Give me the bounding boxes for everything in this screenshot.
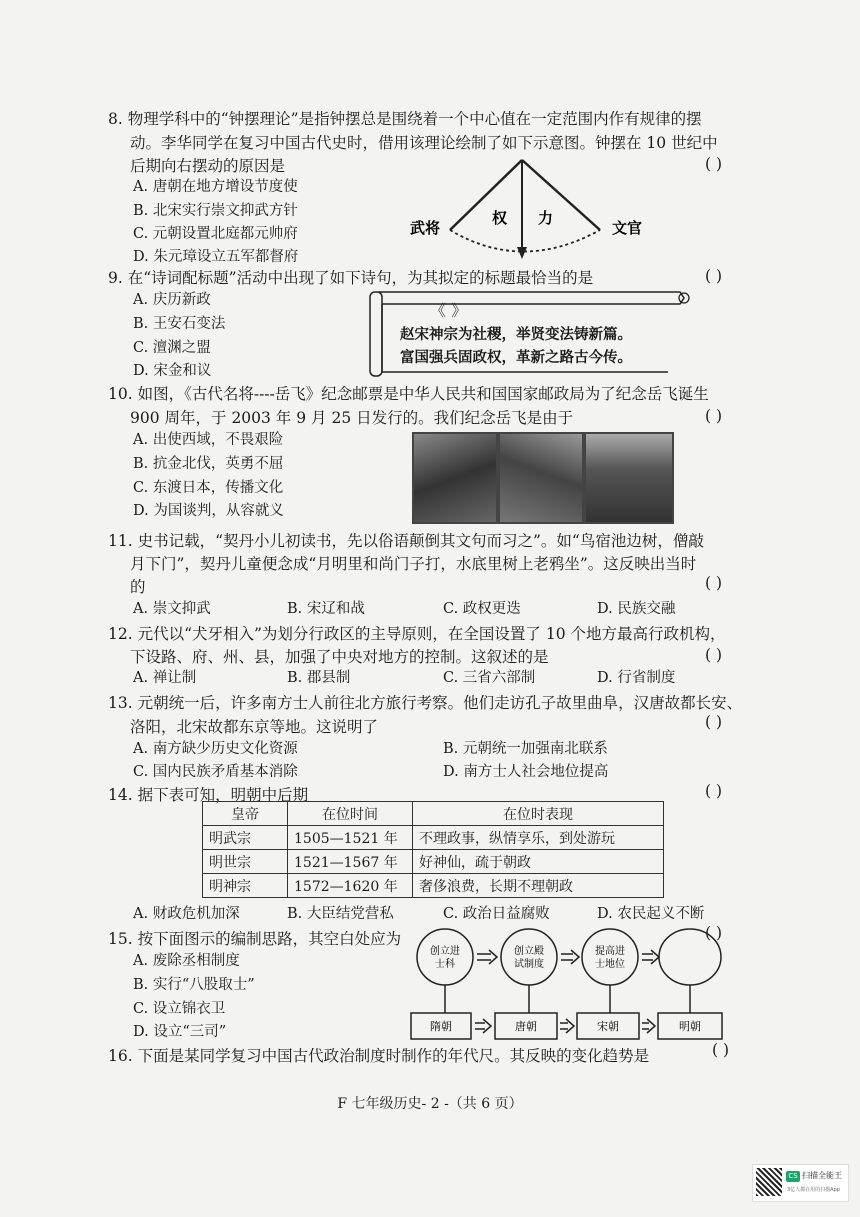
table-cell: 好神仙，疏于朝政	[413, 850, 664, 874]
q10-line1: 10. 如图，《古代名将----岳飞》纪念邮票是中华人民共和国国家邮政局为了纪念岳飞诞生	[108, 385, 709, 403]
circle-label-2a: 创立殿	[514, 946, 544, 957]
diagram-right-label: 文官	[612, 219, 643, 237]
q12-option-a: A. 禅让制	[133, 670, 197, 686]
table-cell: 1521—1567 年	[288, 850, 413, 874]
q10-option-d: D. 为国谈判，从容就义	[133, 503, 284, 519]
q10-line2: 900 周年，于 2003 年 9 月 25 日发行的。我们纪念岳飞是由于	[130, 409, 574, 427]
emperor-table	[202, 801, 664, 898]
q14-option-a: A. 财政危机加深	[133, 906, 240, 922]
q14-option-c: C. 政治日益腐败	[443, 906, 550, 922]
q8-option-b: B. 北宋实行崇文抑武方针	[133, 203, 298, 219]
q14-option-b: B. 大臣结党营私	[287, 906, 394, 922]
q8-answer-paren: ( )	[705, 155, 723, 173]
diagram-power-right: 力	[538, 209, 554, 227]
q9-option-a: A. 庆历新政	[133, 292, 211, 308]
table-header-row	[203, 802, 664, 826]
scanner-watermark	[752, 1164, 849, 1202]
page-footer: F 七年级历史- 2 -（共 6 页）	[337, 1096, 523, 1112]
q10-option-a: A. 出使西域，不畏艰险	[133, 432, 284, 448]
q12-option-b: B. 郡县制	[287, 670, 351, 686]
table-row	[203, 850, 664, 874]
q13-line2: 洛阳，北宋故都东京等地。这说明了	[130, 718, 379, 736]
table-cell: 不理政事，纵情享乐，到处游玩	[413, 826, 664, 850]
stamp-2	[498, 432, 584, 524]
qr-code-icon	[756, 1168, 782, 1196]
q15-option-a: A. 废除丞相制度	[133, 953, 240, 969]
scroll-verse-2: 富国强兵固政权，革新之路古今传。	[400, 349, 632, 366]
stamp-1	[412, 432, 498, 524]
dynasty-tang: 唐朝	[515, 1020, 537, 1033]
q8-option-d: D. 朱元璋设立五军都督府	[133, 249, 299, 265]
q11-line2: 月下门”，契丹儿童便念成“月明里和尚门子打，水底里树上老鸦坐”。这反映出当时	[130, 555, 697, 573]
scanner-name: 扫描全能王	[802, 1171, 842, 1180]
q9-answer-paren: ( )	[705, 267, 723, 285]
q15-option-d: D. 设立“三司”	[133, 1024, 227, 1040]
circle-label-3b: 士地位	[595, 959, 625, 970]
q16-line1: 16. 下面是某同学复习中国古代政治制度时制作的年代尺。其反映的变化趋势是	[108, 1047, 650, 1065]
q15-option-c: C. 设立锦衣卫	[133, 1001, 226, 1017]
q11-answer-paren: ( )	[705, 574, 723, 592]
dynasty-ming: 明朝	[679, 1020, 701, 1033]
q11-option-a: A. 崇文抑武	[133, 601, 211, 617]
table-cell: 1505—1521 年	[288, 826, 413, 850]
q14-answer-paren: ( )	[705, 782, 723, 800]
q9-option-d: D. 宋金和议	[133, 363, 212, 379]
q9-option-c: C. 澶渊之盟	[133, 340, 211, 356]
scanner-badge: CS	[786, 1171, 800, 1182]
header-reign: 在位时间	[288, 802, 413, 826]
table-cell: 奢侈浪费，长期不理朝政	[413, 874, 664, 898]
q13-option-c: C. 国内民族矛盾基本消除	[133, 764, 298, 780]
q12-option-c: C. 三省六部制	[443, 670, 536, 686]
pendulum-diagram	[400, 155, 660, 270]
q11-line3: 的	[130, 578, 146, 596]
table-cell: 明世宗	[203, 850, 288, 874]
scroll-title: 《 》	[430, 301, 468, 320]
q13-option-d: D. 南方士人社会地位提高	[443, 764, 609, 780]
diagram-power-left: 权	[492, 209, 508, 227]
q8-line3: 后期向右摆动的原因是	[130, 157, 286, 175]
table-row	[203, 826, 664, 850]
q8-line2: 动。李华同学在复习中国古代史时，借用该理论绘制了如下示意图。钟摆在 10 世纪中	[130, 134, 718, 152]
q8-line1: 8. 物理学科中的“钟摆理论”是指钟摆总是围绕着一个中心值在一定范围内作有规律的摆	[108, 110, 702, 128]
table-row	[203, 874, 664, 898]
q13-option-a: A. 南方缺少历史文化资源	[133, 741, 298, 757]
table-cell: 明武宗	[203, 826, 288, 850]
q12-line1: 12. 元代以“犬牙相入”为划分行政区的主导原则，在全国设置了 10 个地方最高行政机构，	[108, 625, 726, 643]
circle-label-1a: 创立进	[430, 946, 460, 957]
header-emperor: 皇帝	[203, 802, 288, 826]
q13-option-b: B. 元朝统一加强南北联系	[443, 741, 608, 757]
q10-answer-paren: ( )	[705, 407, 723, 425]
poem-scroll	[368, 288, 690, 378]
q14-option-d: D. 农民起义不断	[597, 906, 705, 922]
table-cell: 1572—1620 年	[288, 874, 413, 898]
circle-label-3a: 提高进	[595, 946, 625, 957]
q9-line1: 9. 在“诗词配标题”活动中出现了如下诗句，为其拟定的标题最恰当的是	[108, 269, 594, 287]
dynasty-sui: 隋朝	[430, 1020, 452, 1033]
q12-line2: 下设路、府、州、县，加强了中央对地方的控制。这叙述的是	[130, 648, 549, 666]
table-cell: 明神宗	[203, 874, 288, 898]
q11-option-d: D. 民族交融	[597, 601, 676, 617]
q10-option-c: C. 东渡日本，传播文化	[133, 480, 284, 496]
q12-option-d: D. 行省制度	[597, 670, 676, 686]
scanner-sub: 3亿人都在用的扫描App	[787, 1187, 840, 1193]
q14-line1: 14. 据下表可知，明朝中后期	[108, 786, 309, 804]
q15-line1: 15. 按下面图示的编制思路，其空白处应为	[108, 930, 402, 948]
exam-system-flow-diagram	[405, 927, 725, 1047]
q12-answer-paren: ( )	[705, 646, 723, 664]
q15-option-b: B. 实行“八股取士”	[133, 977, 255, 993]
q13-answer-paren: ( )	[705, 713, 723, 731]
scroll-verse-1: 赵宋神宗为社稷，举贤变法铸新篇。	[400, 326, 632, 343]
stamp-3	[584, 432, 674, 524]
q9-option-b: B. 王安石变法	[133, 316, 226, 332]
q10-option-b: B. 抗金北伐，英勇不屈	[133, 456, 284, 472]
circle-label-2b: 试制度	[514, 959, 544, 970]
q11-line1: 11. 史书记载，“契丹小儿初读书，先以俗语颠倒其文句而习之”。如“鸟宿池边树，僧敲	[108, 532, 704, 550]
header-performance: 在位时表现	[413, 802, 664, 826]
q13-line1: 13. 元朝统一后，许多南方士人前往北方旅行考察。他们走访孔子故里曲阜，汉唐故都长安、	[108, 694, 743, 712]
dynasty-song: 宋朝	[597, 1020, 619, 1033]
circle-label-1b: 士科	[435, 959, 455, 970]
q16-answer-paren: ( )	[712, 1041, 730, 1059]
q11-option-b: B. 宋辽和战	[287, 601, 365, 617]
q11-option-c: C. 政权更迭	[443, 601, 521, 617]
q8-option-c: C. 元朝设置北庭都元帅府	[133, 226, 298, 242]
q8-option-a: A. 唐朝在地方增设节度使	[133, 179, 298, 195]
q15-answer-paren: ( )	[705, 924, 723, 942]
diagram-left-label: 武将	[410, 219, 441, 237]
